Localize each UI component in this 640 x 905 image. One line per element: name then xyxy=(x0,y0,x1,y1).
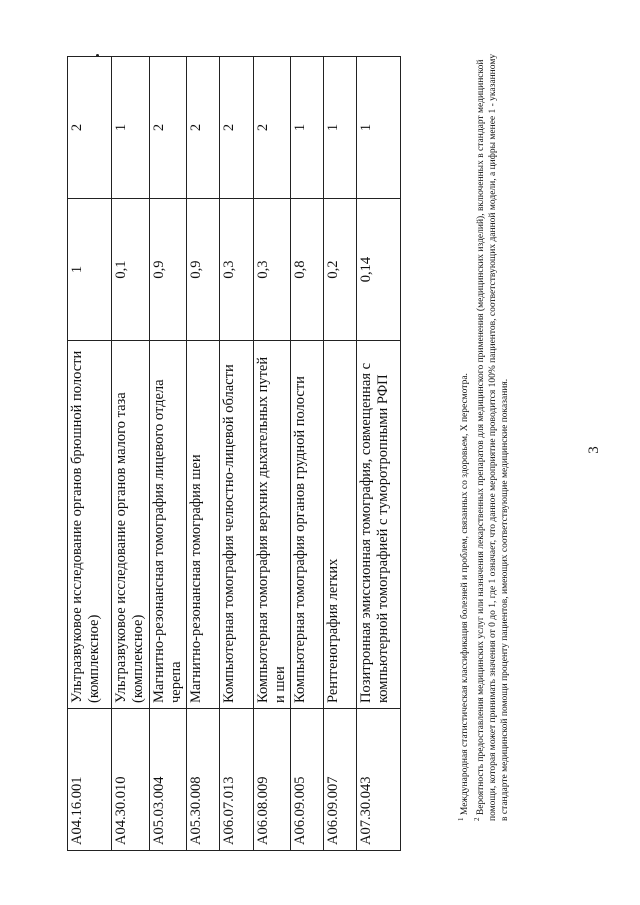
table-row xyxy=(187,57,220,851)
table-row xyxy=(291,57,324,851)
services-table xyxy=(67,56,401,851)
service-frequency: 0,9 xyxy=(187,199,220,341)
table-row xyxy=(112,57,150,851)
footnote-2 xyxy=(471,51,511,851)
service-code: A04.30.010 xyxy=(112,709,150,851)
service-multiplicity: 1 xyxy=(112,57,150,199)
service-name: Компьютерная томография верхних дыхательных путей и шеи xyxy=(254,341,291,709)
table-row xyxy=(150,57,187,851)
service-code: A06.09.005 xyxy=(291,709,324,851)
service-frequency: 0,2 xyxy=(324,199,357,341)
footnote-mark: 2 xyxy=(473,817,482,821)
service-multiplicity: 2 xyxy=(254,57,291,199)
service-multiplicity: 2 xyxy=(150,57,187,199)
service-frequency: 0,1 xyxy=(112,199,150,341)
service-frequency: 1 xyxy=(68,199,112,341)
service-frequency: 0,9 xyxy=(150,199,187,341)
service-name: Магнитно-резонансная томография шеи xyxy=(187,341,220,709)
service-frequency: 0,3 xyxy=(254,199,291,341)
service-multiplicity: 2 xyxy=(220,57,254,199)
service-frequency: 0,3 xyxy=(220,199,254,341)
table-row xyxy=(254,57,291,851)
service-code: A06.07.013 xyxy=(220,709,254,851)
service-name: Компьютерная томография органов грудной полости xyxy=(291,341,324,709)
footnote-text: Международная статистическая классификация болезней и проблем, связанных со здоровьем, X пересмотра. xyxy=(460,373,471,816)
footnote-mark: 1 xyxy=(457,817,465,821)
service-code: A06.08.009 xyxy=(254,709,291,851)
service-name: Магнитно-резонансная томография лицевого отдела черепа xyxy=(150,341,187,709)
service-name: Рентгенография легких xyxy=(324,341,357,709)
service-multiplicity: 1 xyxy=(357,57,401,199)
table-row xyxy=(357,57,401,851)
service-code: A07.30.043 xyxy=(357,709,401,851)
page-number: 3 xyxy=(586,446,602,454)
service-multiplicity: 2 xyxy=(68,57,112,199)
footnote-1 xyxy=(455,51,471,851)
service-code: A05.03.004 xyxy=(150,709,187,851)
service-code: A06.09.007 xyxy=(324,709,357,851)
table-row xyxy=(68,57,112,851)
service-name: Ультразвуковое исследование органов брюшной полости (комплексное) xyxy=(68,341,112,709)
service-name: Ультразвуковое исследование органов малого таза (комплексное) xyxy=(112,341,150,709)
service-frequency: 0,8 xyxy=(291,199,324,341)
footnotes xyxy=(455,51,511,851)
table-row xyxy=(220,57,254,851)
service-code: A05.30.008 xyxy=(187,709,220,851)
service-frequency: 0,14 xyxy=(357,199,401,341)
service-multiplicity: 2 xyxy=(187,57,220,199)
service-name: Позитронная эмиссионная томография, совмещенная с компьютерной томографией с туморотропными РФП xyxy=(357,341,401,709)
footnote-text: Вероятность предоставления медицинских услуг или назначения лекарственных препаратов для медицинского применения (медицинских изделий), включенных в стандарт медицинской помощи, которая может принимать значения от 0 до 1, где 1 означает, что данное мероприятие проводится 100% пациентов, соответствующих данной модели, а цифры менее 1 - указанному в стандарте медицинской помощи проценту пациентов, имеющих соответствующие медицинские показания. xyxy=(476,53,511,821)
service-name: Компьютерная томография челюстно-лицевой области xyxy=(220,341,254,709)
service-multiplicity: 1 xyxy=(291,57,324,199)
service-multiplicity: 1 xyxy=(324,57,357,199)
service-code: A04.16.001 xyxy=(68,709,112,851)
table-row xyxy=(324,57,357,851)
